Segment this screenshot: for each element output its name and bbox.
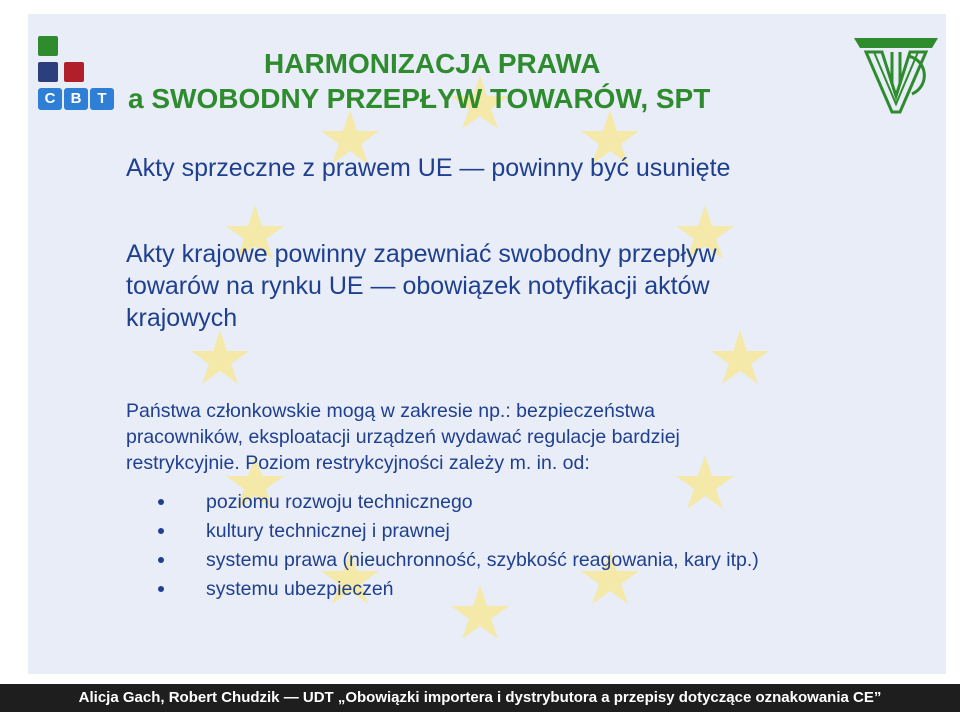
- bullet-dot-icon: [158, 528, 164, 534]
- bullet-dot-icon: [158, 499, 164, 505]
- paragraph-2-line-3: krajowych: [126, 304, 238, 332]
- bullet-dot-icon: [158, 586, 164, 592]
- paragraph-1: Akty sprzeczne z prawem UE — powinny być usunięte: [126, 154, 731, 182]
- list-item-text: systemu ubezpieczeń: [206, 578, 394, 600]
- star-icon: [191, 330, 249, 384]
- list-item-text: systemu prawa (nieuchronność, szybkość reagowania, kary itp.): [206, 549, 759, 571]
- logo-letter-b: B: [64, 88, 88, 110]
- title-line-1: HARMONIZACJA PRAWA: [264, 48, 601, 79]
- list-item: [126, 575, 759, 604]
- title-line-2: a SWOBODNY PRZEPŁYW TOWARÓW, SPT: [128, 83, 711, 114]
- paragraph-2-line-2: towarów na rynku UE — obowiązek notyfikacji aktów: [126, 272, 710, 300]
- logo-square-green: [38, 36, 58, 56]
- footer-bar: [0, 684, 960, 712]
- paragraph-3: [126, 398, 916, 476]
- list-item: [126, 488, 759, 517]
- paragraph-3-line-3: restrykcyjnie. Poziom restrykcyjności zależy m. in. od:: [126, 452, 590, 474]
- list-item-text: poziomu rozwoju technicznego: [206, 491, 473, 513]
- logo-square-navy: [38, 62, 58, 82]
- paragraph-2: [126, 238, 886, 334]
- paragraph-3-line-2: pracowników, eksploatacji urządzeń wydawać regulacje bardziej: [126, 426, 680, 448]
- paragraph-3-line-1: Państwa członkowskie mogą w zakresie np.: bezpieczeństwa: [126, 400, 655, 422]
- logo-letter-c: C: [38, 88, 62, 110]
- slide-title: [128, 46, 710, 116]
- logo-square-red: [64, 62, 84, 82]
- bullet-dot-icon: [158, 557, 164, 563]
- list-item: [126, 546, 759, 575]
- logo-letter-t: T: [90, 88, 114, 110]
- footer-text: Alicja Gach, Robert Chudzik — UDT „Obowiązki importera i dystrybutora a przepisy dotyczące oznakowania CE”: [78, 689, 882, 706]
- bullet-list: [126, 488, 759, 604]
- paragraph-2-line-1: Akty krajowe powinny zapewniać swobodny przepływ: [126, 240, 717, 268]
- list-item: [126, 517, 759, 546]
- list-item-text: kultury technicznej i prawnej: [206, 520, 450, 542]
- star-icon: [711, 330, 769, 384]
- udt-logo: [852, 34, 940, 114]
